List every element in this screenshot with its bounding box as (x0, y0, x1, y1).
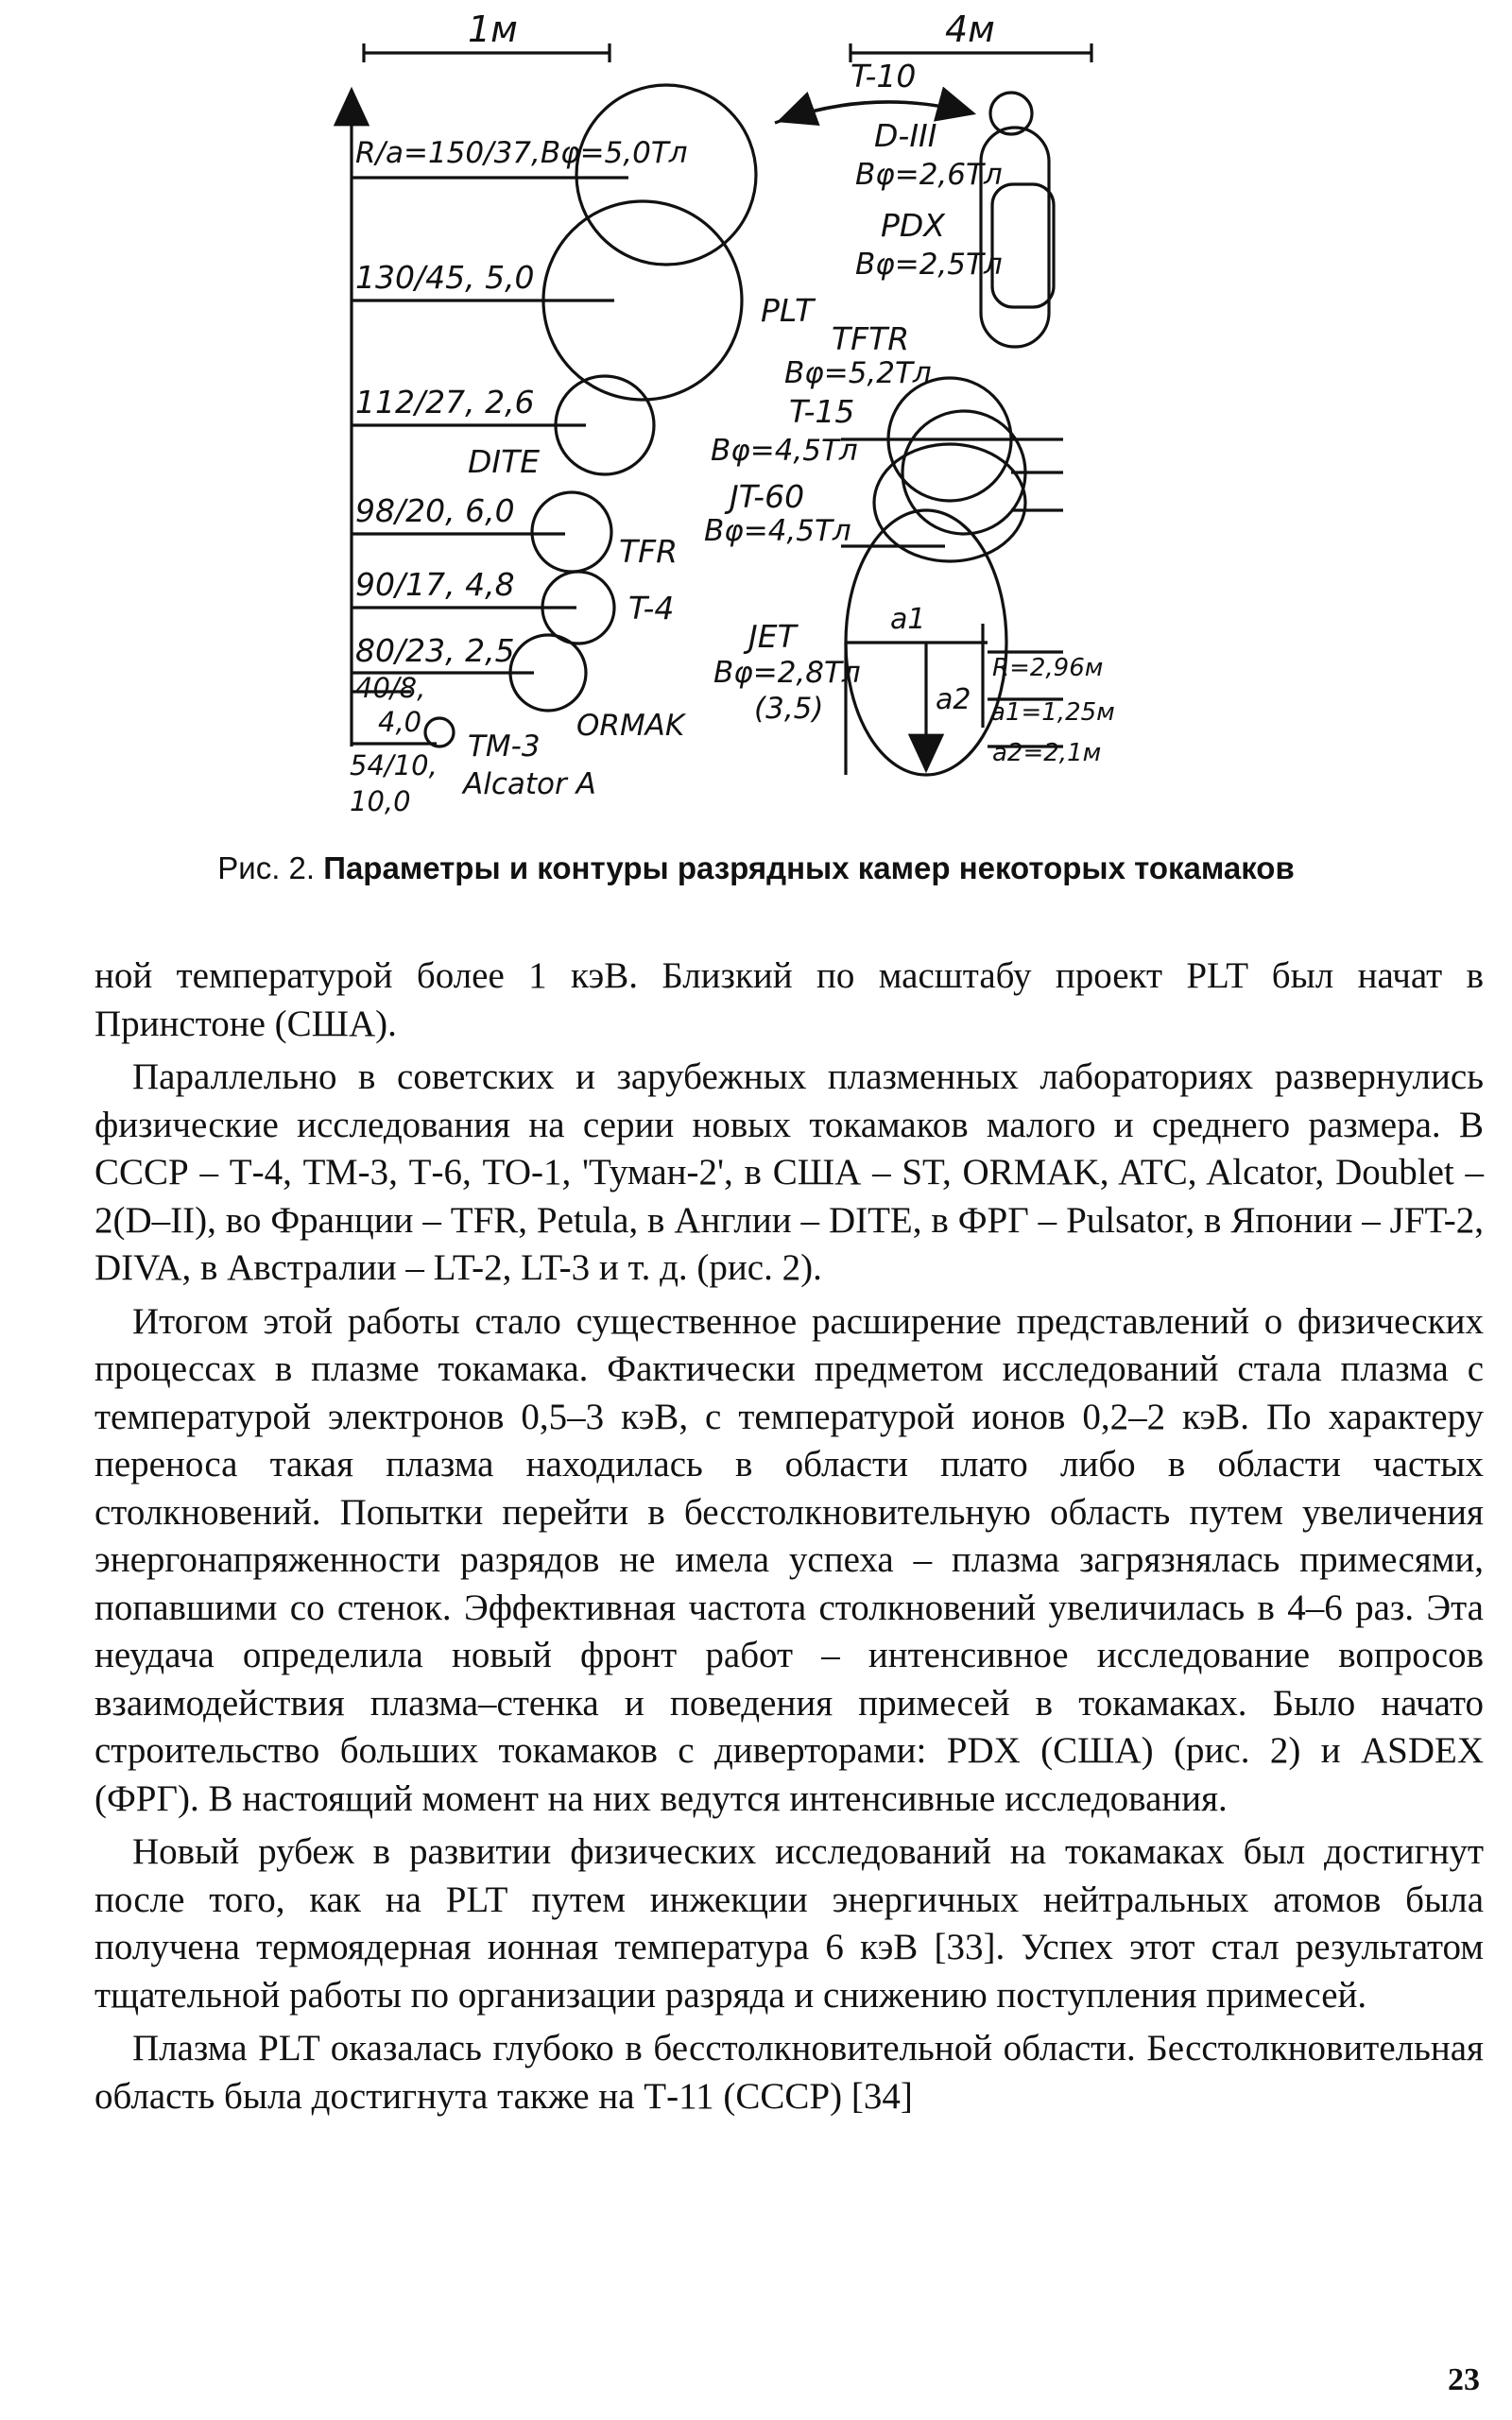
label-plt-params: R/a=150/37,Bφ=5,0Тл (355, 136, 688, 170)
scale-label-right: 4м (945, 9, 995, 50)
paragraph-5: Плазма PLT оказалась глубоко в бесстолкновительной области. Бесстолкновительная область была достигнута также на Т-11 (СССР) [34] (94, 2028, 1484, 2117)
label-jt60-b: Bφ=4,5Тл (704, 514, 851, 548)
label-ormak: ORMAK (576, 709, 685, 743)
figure-caption (0, 850, 1512, 886)
label-54: 54/10, (350, 749, 438, 781)
label-d-iii-b: Bφ=2,6Тл (855, 158, 1003, 192)
label-dite: DITE (468, 443, 541, 480)
label-a2: a2 (936, 683, 971, 716)
figure-title: Параметры и контуры разрядных камер некоторых токамаков (323, 850, 1295, 885)
label-d-iii: D-III (874, 117, 937, 154)
page-number: 23 (1448, 2362, 1480, 2397)
label-a2-value: a2=2,1м (992, 739, 1102, 767)
circle-plt (576, 85, 756, 265)
label-plt: PLT (761, 292, 815, 329)
body-text (94, 953, 1484, 2120)
circle-t15 (902, 411, 1025, 534)
scale-label-left: 1м (468, 9, 518, 50)
label-pdx: PDX (881, 207, 945, 244)
paragraph-2: Параллельно в советских и зарубежных плазменных лабораториях развернулись физические исследования на серии новых токамаков малого и среднего размера. В СССР – Т-4, ТМ-3, Т-6, ТО-1, 'Туман-2', в США – ST, ORMAK, ATC, Alcator, Doublet – 2(D–II), во Франции – TFR, Petula, в Англии – DITE, в ФРГ – Pulsator, в Японии – JFT-2, DIVA, в Австралии – LT-2, LT-3 и т. д. (рис. 2). (94, 1056, 1484, 1288)
circle-tm3 (425, 718, 454, 747)
label-jet: JET (748, 618, 797, 655)
label-80: 80/23, 2,5 (355, 632, 515, 669)
label-t10: T-10 (850, 58, 917, 94)
label-10-0: 10,0 (350, 785, 411, 817)
label-4-0: 4,0 (378, 706, 422, 738)
label-alcator: Alcator A (463, 767, 596, 801)
label-t4: T-4 (628, 590, 675, 626)
paragraph-3: Итогом этой работы стало существенное расширение представлений о физических процессах в плазме токамака. Фактически предметом исследований стала плазма с температурой электронов 0,5–3 кэВ, с температурой ионов 0,2–2 кэВ. По характеру переноса такая плазма находилась в области плато либо в области частых столкновений. Попытки перейти в бесстолкновительную область путем увеличения энергонапряженности разрядов не имела успеха – плазма загрязнялась примесями, попавшими со стенок. Эффективная частота столкновений увеличилась в 4–6 раз. Эта неудача определила новый фронт работ – интенсивное исследование вопросов взаимодействия плазма–стенка и поведения примесей в токамаках. Было начато строительство больших токамаков с диверторами: PDX (США) (рис. 2) и ASDEX (ФРГ). В настоящий момент на них ведутся интенсивные исследования. (94, 1300, 1484, 1819)
label-98: 98/20, 6,0 (355, 492, 515, 529)
circle-tfr (532, 492, 611, 572)
label-jt60: JT-60 (730, 478, 805, 515)
label-jet-35: (3,5) (754, 692, 824, 726)
label-a1: a1 (890, 603, 926, 636)
label-tfr: TFR (619, 533, 679, 570)
label-t15: T-15 (789, 393, 855, 430)
paragraph-1: ной температурой более 1 кэВ. Близкий по масштабу проект PLT был начат в Принстоне (США). (94, 955, 1484, 1044)
tokamak-chambers-figure (0, 0, 1512, 832)
label-tftr-b: Bφ=5,2Тл (784, 356, 932, 390)
paragraph-4: Новый рубеж в развитии физических исследований на токамаках был достигнут после того, как на PLT путем инжекции энергичных нейтральных атомов была получена термоядерная ионная температура 6 кэВ [33]. Успех этот стал результатом тщательной работы по организации разряда и снижению поступления примесей. (94, 1831, 1484, 2016)
label-tftr: TFTR (832, 320, 910, 357)
label-a1-value: a1=1,25м (990, 698, 1115, 727)
shape-pdx (992, 184, 1054, 307)
figure-label: Рис. 2. (217, 850, 316, 885)
ellipse-jt60 (874, 444, 1025, 561)
label-130: 130/45, 5,0 (355, 259, 535, 296)
label-pdx-b: Bφ=2,5Тл (855, 248, 1003, 282)
label-112: 112/27, 2,6 (355, 384, 535, 420)
label-tm3: TM-3 (468, 729, 541, 764)
label-r: R=2,96м (992, 654, 1104, 682)
label-t15-b: Bφ=4,5Тл (711, 434, 858, 468)
label-jet-b: Bφ=2,8Тл (713, 656, 861, 690)
label-90: 90/17, 4,8 (355, 566, 515, 603)
label-40: 40/8, (355, 672, 426, 704)
